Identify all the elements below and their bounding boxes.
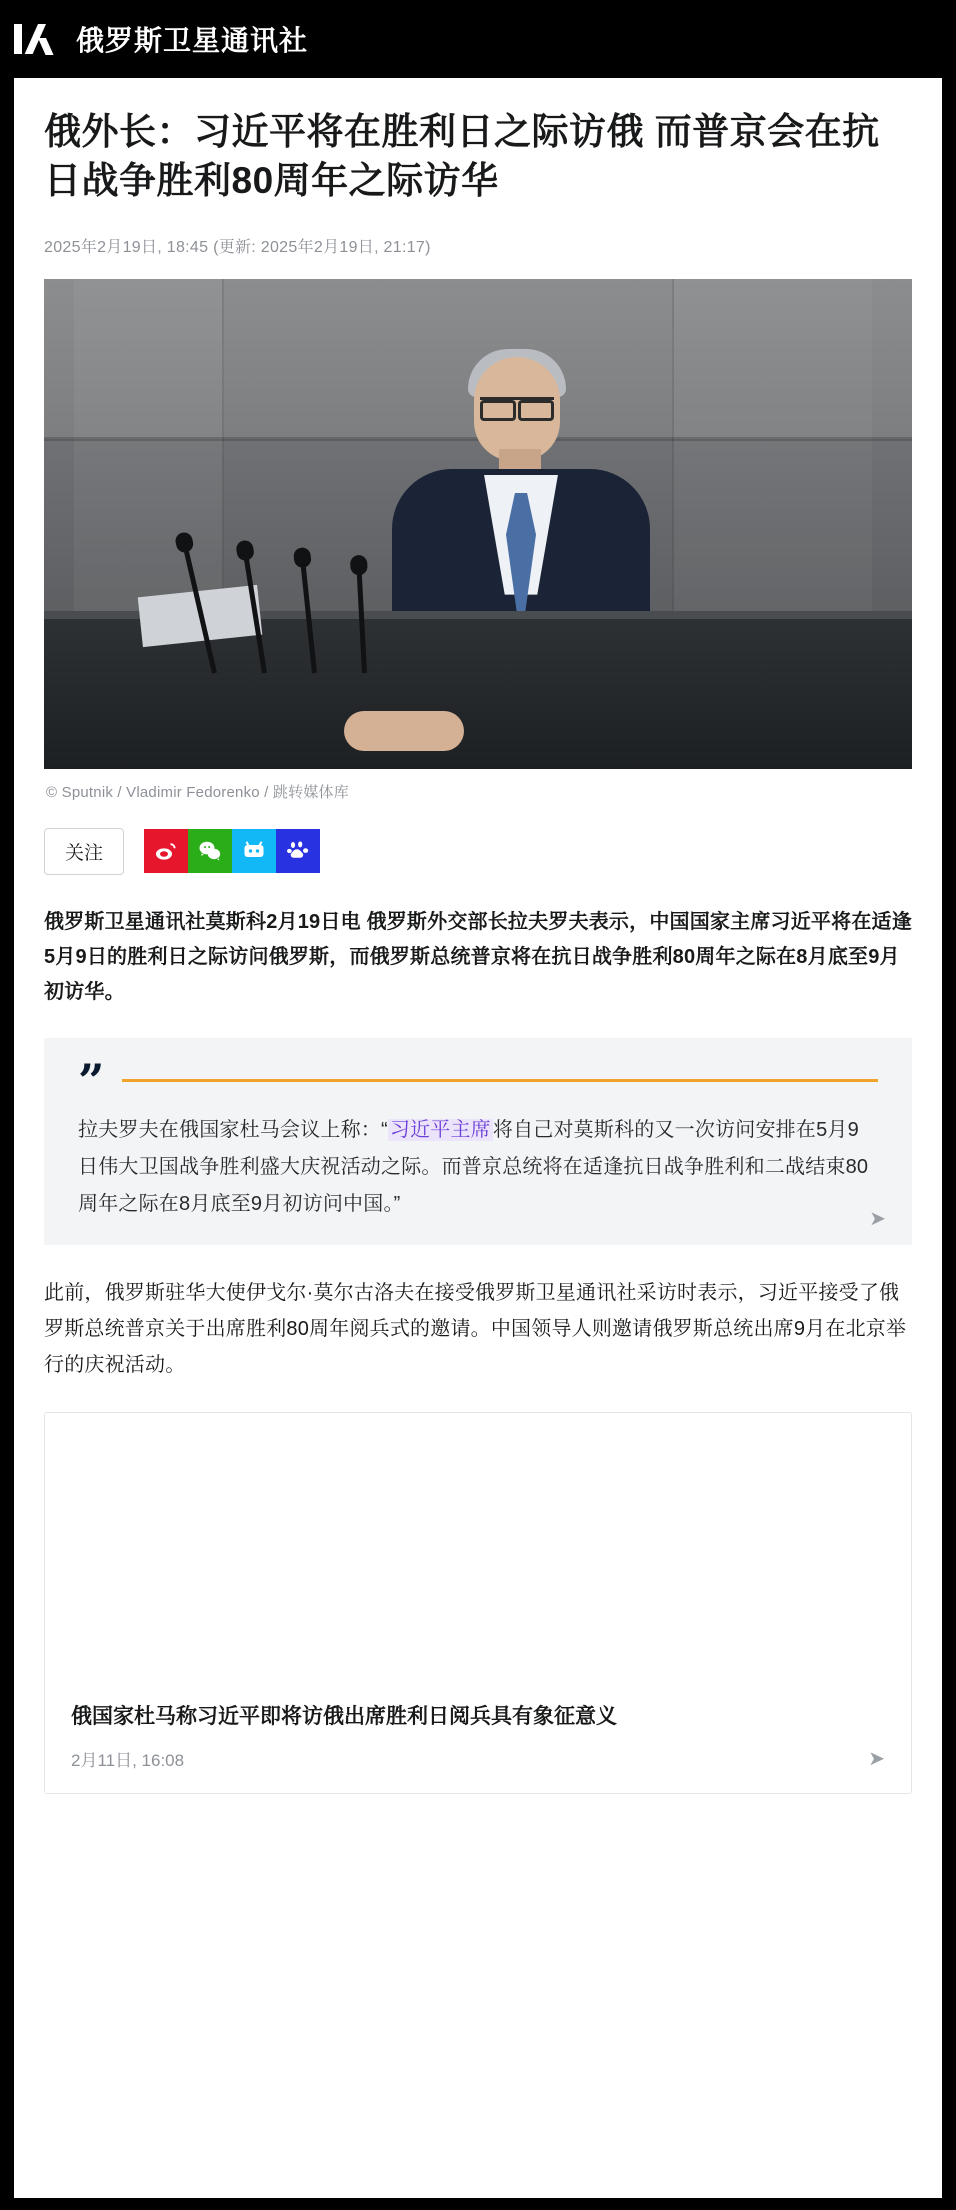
article-hero-image [44,279,912,769]
article-sheet [14,78,942,2198]
follow-button[interactable]: 关注 [44,828,124,875]
quote-lead: 拉夫罗夫在俄国家杜马会议上称：“ [78,1118,388,1141]
sputnik-logo-icon[interactable] [12,17,56,61]
article-lede: 俄罗斯卫星通讯社莫斯科2月19日电 俄罗斯外交部长拉夫罗夫表示，中国国家主席习近平将在适逢5月9日的胜利日之际访问俄罗斯，而俄罗斯总统普京将在抗日战争胜利80周年之际在8月底至9月初访华。 [44,910,912,1003]
photo-credit[interactable]: © Sputnik / Vladimir Fedorenko / 跳转媒体库 [46,783,349,801]
quote-rule [122,1079,878,1082]
page-title: 俄外长：习近平将在胜利日之际访俄 而普京会在抗日战争胜利80周年之际访华 [44,111,880,201]
pull-quote [44,1038,912,1245]
quote-header [78,1053,878,1108]
article-timestamp: 2025年2月19日, 18:45 (更新: 2025年2月19日, 21:17) [44,238,431,256]
share-icon[interactable]: ➤ [869,1207,886,1230]
weibo-icon[interactable] [144,829,188,873]
share-row [44,828,912,875]
related-article-date: 2月11日, 16:08 [71,1751,185,1771]
wechat-icon[interactable] [188,829,232,873]
related-article-footer [45,1740,911,1793]
article-paragraph: 此前，俄罗斯驻华大使伊戈尔·莫尔古洛夫在接受俄罗斯卫星通讯社采访时表示，习近平接受了俄罗斯总统普京关于出席胜利80周年阅兵式的邀请。中国领导人则邀请俄罗斯总统出席9月在北京举行的庆祝活动。 [44,1281,907,1377]
site-header [0,0,956,78]
qq-icon[interactable] [232,829,276,873]
quote-text [78,1112,878,1223]
baidu-icon[interactable] [276,829,320,873]
quote-mark-icon: ” [78,1053,105,1108]
site-brand-title[interactable]: 俄罗斯卫星通讯社 [76,25,309,56]
quote-rest: 将自己对莫斯科的又一次访问安排在5月9日伟大卫国战争胜利盛大庆祝活动之际。而普京总统将在适逢抗日战争胜利和二战结束80周年之际在8月底至9月初访问中国。” [78,1118,869,1215]
related-article-card[interactable] [44,1412,912,1795]
quote-highlight[interactable]: 习近平主席 [389,1118,491,1141]
share-icon[interactable]: ➤ [868,1748,885,1771]
related-article-thumbnail [45,1413,911,1681]
related-article-title[interactable]: 俄国家杜马称习近平即将访俄出席胜利日阅兵具有象征意义 [71,1704,617,1728]
